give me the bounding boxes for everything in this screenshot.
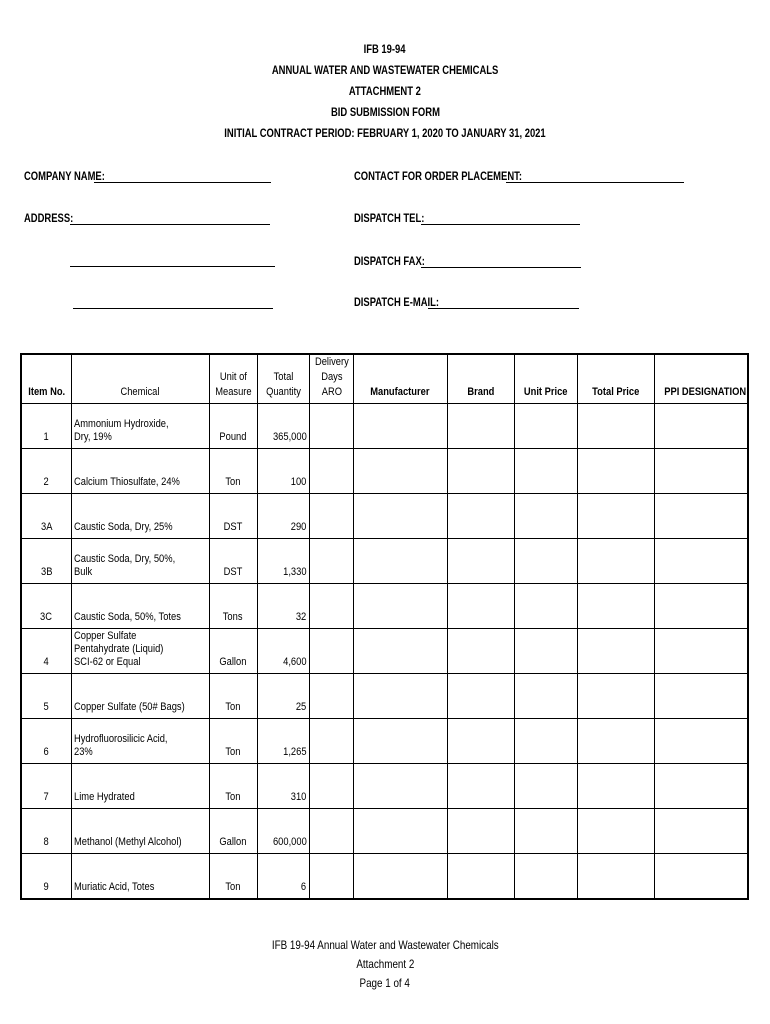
ppi-designation-input[interactable] [654,764,748,809]
col-ppi-designation: PPI DESIGNATION [654,354,748,404]
contact-line[interactable] [506,182,684,183]
ifb-number: IFB 19-94 [364,44,406,56]
delivery-days-input[interactable] [309,854,353,900]
delivery-days-input[interactable] [309,674,353,719]
quantity-cell: 100 [257,449,309,494]
total-price-input[interactable] [577,764,654,809]
unit-price-input[interactable] [514,719,577,764]
page-footer [0,936,770,993]
delivery-days-input[interactable] [309,494,353,539]
ppi-designation-input[interactable] [654,629,748,674]
col-brand: Brand [447,354,514,404]
ppi-designation-input[interactable] [654,809,748,854]
unit-price-input[interactable] [514,404,577,449]
chemical-cell: Muriatic Acid, Totes [71,854,209,900]
total-price-input[interactable] [577,809,654,854]
item-no-cell: 8 [21,809,71,854]
ppi-designation-input[interactable] [654,674,748,719]
ppi-designation-input[interactable] [654,584,748,629]
unit-cell: Ton [209,854,257,900]
chemical-cell: Hydrofluorosilicic Acid, 23% [71,719,209,764]
manufacturer-input[interactable] [353,854,447,900]
contract-period: INITIAL CONTRACT PERIOD: FEBRUARY 1, 2020 TO JANUARY 31, 2021 [224,128,546,140]
quantity-cell: 32 [257,584,309,629]
unit-price-input[interactable] [514,629,577,674]
dispatch-tel-line[interactable] [421,224,580,225]
item-no-cell: 9 [21,854,71,900]
unit-cell: DST [209,494,257,539]
ppi-designation-input[interactable] [654,404,748,449]
form-title: BID SUBMISSION FORM [330,107,440,119]
quantity-cell: 1,265 [257,719,309,764]
quantity-cell: 600,000 [257,809,309,854]
unit-cell: Ton [209,764,257,809]
delivery-days-input[interactable] [309,629,353,674]
unit-cell: Ton [209,719,257,764]
total-price-input[interactable] [577,629,654,674]
col-total-quantity: Total Quantity [257,354,309,404]
total-price-input[interactable] [577,494,654,539]
brand-input[interactable] [447,764,514,809]
unit-cell: Ton [209,449,257,494]
delivery-days-input[interactable] [309,719,353,764]
unit-price-input[interactable] [514,764,577,809]
item-no-cell: 2 [21,449,71,494]
table-row [21,674,748,719]
chemical-cell: Calcium Thiosulfate, 24% [71,449,209,494]
unit-cell: Ton [209,674,257,719]
total-price-input[interactable] [577,404,654,449]
brand-input[interactable] [447,674,514,719]
company-name-label: COMPANY NAME: [24,171,105,183]
table-row [21,404,748,449]
table-row [21,809,748,854]
table-row [21,764,748,809]
address-label: ADDRESS: [24,213,74,225]
table-row [21,539,748,584]
item-no-cell: 3C [21,584,71,629]
dispatch-fax-label: DISPATCH FAX: [354,256,425,268]
ppi-designation-input[interactable] [654,494,748,539]
brand-input[interactable] [447,584,514,629]
total-price-input[interactable] [577,854,654,900]
total-price-input[interactable] [577,674,654,719]
table-row [21,629,748,674]
col-unit-of-measure: Unit of Measure [209,354,257,404]
delivery-days-input[interactable] [309,764,353,809]
unit-cell: Pound [209,404,257,449]
dispatch-fax-line[interactable] [421,267,581,268]
total-price-input[interactable] [577,449,654,494]
brand-input[interactable] [447,449,514,494]
unit-price-input[interactable] [514,494,577,539]
manufacturer-input[interactable] [353,629,447,674]
chemical-cell: Lime Hydrated [71,764,209,809]
col-chemical: Chemical [71,354,209,404]
attachment-label: ATTACHMENT 2 [349,86,421,98]
table-row [21,854,748,900]
table-row [21,449,748,494]
chemical-cell: Ammonium Hydroxide, Dry, 19% [71,404,209,449]
unit-price-input[interactable] [514,584,577,629]
delivery-days-input[interactable] [309,449,353,494]
dispatch-email-label: DISPATCH E-MAIL: [354,297,440,309]
unit-cell: Gallon [209,629,257,674]
item-no-cell: 4 [21,629,71,674]
dispatch-tel-label: DISPATCH TEL: [354,213,425,225]
address-line-2[interactable] [70,266,275,267]
ppi-designation-input[interactable] [654,539,748,584]
manufacturer-input[interactable] [353,449,447,494]
manufacturer-input[interactable] [353,494,447,539]
footer-attachment: Attachment 2 [356,957,414,971]
total-price-input[interactable] [577,584,654,629]
quantity-cell: 6 [257,854,309,900]
quantity-cell: 1,330 [257,539,309,584]
ppi-designation-input[interactable] [654,719,748,764]
table-row [21,494,748,539]
chemical-cell: Caustic Soda, Dry, 25% [71,494,209,539]
col-unit-price: Unit Price [514,354,577,404]
unit-price-input[interactable] [514,674,577,719]
unit-price-input[interactable] [514,854,577,900]
brand-input[interactable] [447,539,514,584]
page-number: Page 1 of 4 [359,976,411,990]
col-total-price: Total Price [577,354,654,404]
chemical-cell: Caustic Soda, Dry, 50%, Bulk [71,539,209,584]
quantity-cell: 25 [257,674,309,719]
ppi-designation-input[interactable] [654,449,748,494]
manufacturer-input[interactable] [353,539,447,584]
brand-input[interactable] [447,494,514,539]
table-row [21,719,748,764]
manufacturer-input[interactable] [353,584,447,629]
col-delivery-days: Delivery Days ARO [309,354,353,404]
total-price-input[interactable] [577,719,654,764]
quantity-cell: 290 [257,494,309,539]
footer-title: IFB 19-94 Annual Water and Wastewater Chemicals [271,938,499,952]
table-header-row [21,354,748,404]
delivery-days-input[interactable] [309,584,353,629]
quantity-cell: 4,600 [257,629,309,674]
unit-price-input[interactable] [514,449,577,494]
bid-table [20,353,749,900]
unit-cell: DST [209,539,257,584]
document-title: ANNUAL WATER AND WASTEWATER CHEMICALS [271,65,499,77]
quantity-cell: 310 [257,764,309,809]
address-line-3[interactable] [73,308,273,309]
manufacturer-input[interactable] [353,809,447,854]
col-manufacturer: Manufacturer [353,354,447,404]
delivery-days-input[interactable] [309,809,353,854]
col-item-no: Item No. [21,354,71,404]
unit-price-input[interactable] [514,539,577,584]
item-no-cell: 3B [21,539,71,584]
brand-input[interactable] [447,719,514,764]
manufacturer-input[interactable] [353,404,447,449]
item-no-cell: 6 [21,719,71,764]
manufacturer-input[interactable] [353,674,447,719]
document-header [0,40,770,145]
brand-input[interactable] [447,854,514,900]
item-no-cell: 7 [21,764,71,809]
total-price-input[interactable] [577,539,654,584]
chemical-cell: Methanol (Methyl Alcohol) [71,809,209,854]
manufacturer-input[interactable] [353,719,447,764]
brand-input[interactable] [447,809,514,854]
brand-input[interactable] [447,629,514,674]
manufacturer-input[interactable] [353,764,447,809]
unit-price-input[interactable] [514,809,577,854]
dispatch-email-line[interactable] [428,308,579,309]
chemical-cell: Caustic Soda, 50%, Totes [71,584,209,629]
ppi-designation-input[interactable] [654,854,748,900]
company-name-line[interactable] [94,182,271,183]
item-no-cell: 1 [21,404,71,449]
table-row [21,584,748,629]
unit-cell: Gallon [209,809,257,854]
item-no-cell: 3A [21,494,71,539]
quantity-cell: 365,000 [257,404,309,449]
chemical-cell: Copper Sulfate (50# Bags) [71,674,209,719]
contact-label: CONTACT FOR ORDER PLACEMENT: [354,171,522,183]
brand-input[interactable] [447,404,514,449]
chemical-cell: Copper Sulfate Pentahydrate (Liquid) SCI-62 or Equal [71,629,209,674]
unit-cell: Tons [209,584,257,629]
item-no-cell: 5 [21,674,71,719]
address-line-1[interactable] [70,224,270,225]
delivery-days-input[interactable] [309,404,353,449]
delivery-days-input[interactable] [309,539,353,584]
